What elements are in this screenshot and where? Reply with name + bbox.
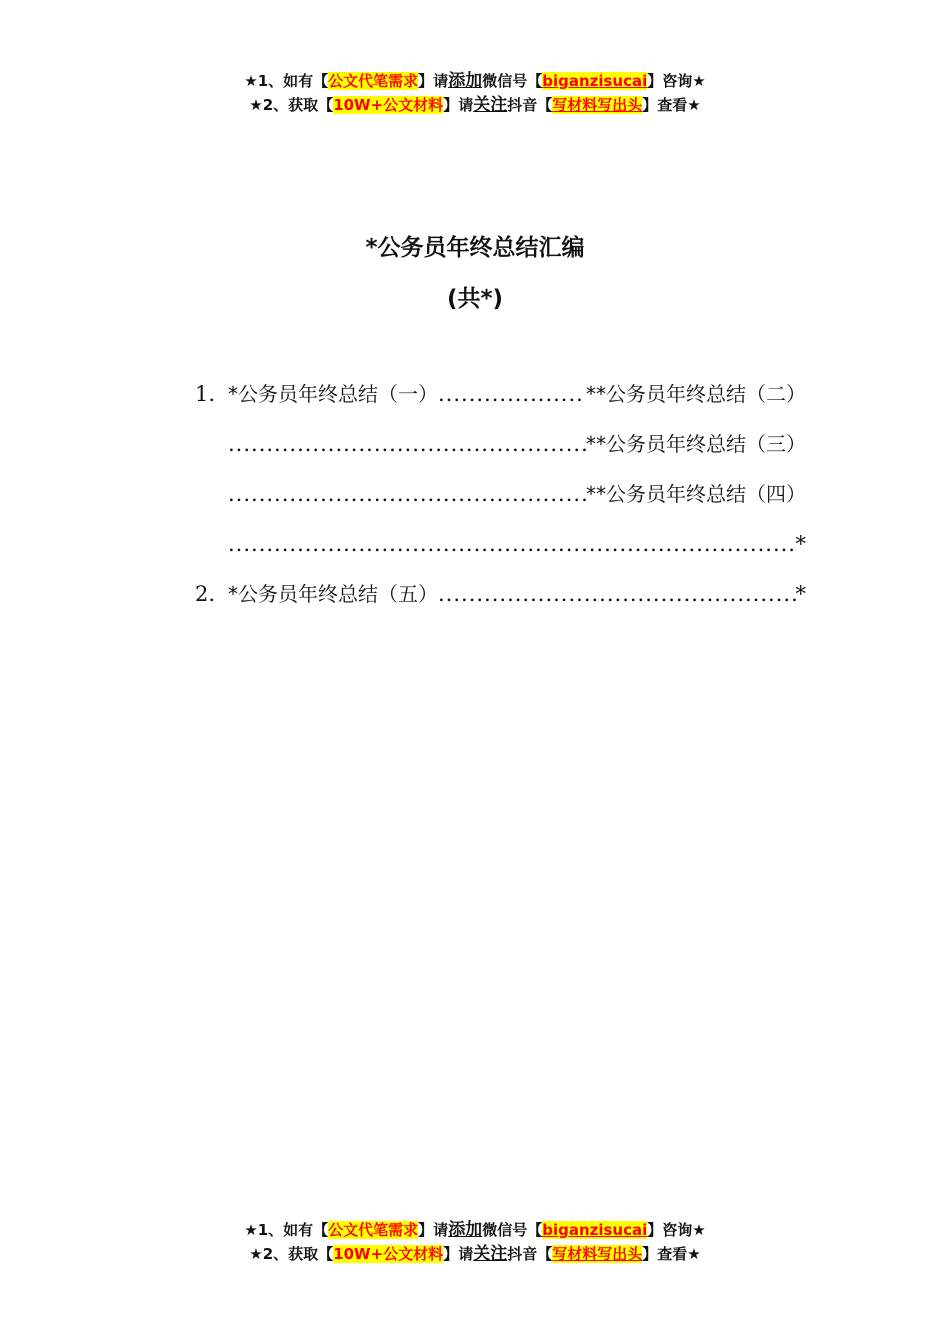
toc-line [228,525,806,563]
toc-entry-5[interactable]: *公务员年终总结（五） [228,582,438,606]
banner-line-2-emphasis: 关注 [473,1244,508,1264]
toc-item-number: 2. [195,582,216,606]
document-subtitle: (共*) [446,286,504,312]
banner-line-1-mid2: 微信号【 [482,72,543,90]
banner-line-1-suffix: 】咨询★ [647,72,706,90]
banner-line-2-highlight-materials: 10W+公文材料 [333,96,444,114]
table-of-contents [195,375,810,625]
banner-line-2-suffix: 】查看★ [642,1245,701,1263]
toc-page-marker: * [795,532,806,556]
toc-leader-dots [438,375,586,413]
banner-line-1-mid2: 微信号【 [482,1221,543,1239]
banner-line-2-emphasis: 关注 [473,95,508,115]
toc-item-number: 1. [195,382,216,406]
toc-entry-4[interactable]: **公务员年终总结（四） [586,482,806,506]
toc-line [228,575,806,613]
banner-line-2-highlight-materials: 10W+公文材料 [333,1245,444,1263]
banner-line-2 [0,1242,950,1266]
toc-entry-2[interactable]: **公务员年终总结（二） [586,382,806,406]
banner-line-1-highlight-service: 公文代笔需求 [328,1221,419,1239]
toc-row [195,475,810,525]
banner-line-1-highlight-service: 公文代笔需求 [328,72,419,90]
header-banner [0,69,950,117]
toc-entry-3[interactable]: **公务员年终总结（三） [586,432,806,456]
toc-line [228,425,806,463]
toc-entry-1[interactable]: *公务员年终总结（一） [228,382,438,406]
banner-line-2-mid: 】请 [443,96,474,114]
toc-leader-dots [228,525,796,563]
banner-line-1-prefix: ★1、如有【 [244,1221,329,1239]
toc-leader-dots [228,475,586,513]
toc-page-marker: * [795,582,806,606]
banner-line-2-douyin-id[interactable]: 写材料写出头 [552,1245,643,1263]
banner-line-1-prefix: ★1、如有【 [244,72,329,90]
banner-line-1 [0,1218,950,1242]
toc-row [195,375,810,425]
toc-line [228,375,806,413]
banner-line-1-mid: 】请 [418,1221,449,1239]
banner-line-1-suffix: 】咨询★ [647,1221,706,1239]
document-title: *公务员年终总结汇编 [365,235,585,261]
banner-line-1-emphasis: 添加 [448,1220,483,1240]
banner-line-2-suffix: 】查看★ [642,96,701,114]
toc-row [195,525,810,575]
toc-row [195,575,810,625]
banner-line-2-prefix: ★2、获取【 [249,96,334,114]
banner-line-2-douyin-id[interactable]: 写材料写出头 [552,96,643,114]
banner-line-2-mid: 】请 [443,1245,474,1263]
banner-line-2-mid2: 抖音【 [507,96,553,114]
footer-banner [0,1218,950,1266]
toc-leader-dots [438,575,796,613]
banner-line-1 [0,69,950,93]
toc-leader-dots [228,425,586,463]
banner-line-1-wechat-id[interactable]: biganzisucai [542,1221,648,1239]
toc-line [228,475,806,513]
banner-line-1-mid: 】请 [418,72,449,90]
banner-line-2 [0,93,950,117]
toc-row [195,425,810,475]
banner-line-2-mid2: 抖音【 [507,1245,553,1263]
banner-line-1-wechat-id[interactable]: biganzisucai [542,72,648,90]
banner-line-2-prefix: ★2、获取【 [249,1245,334,1263]
banner-line-1-emphasis: 添加 [448,71,483,91]
